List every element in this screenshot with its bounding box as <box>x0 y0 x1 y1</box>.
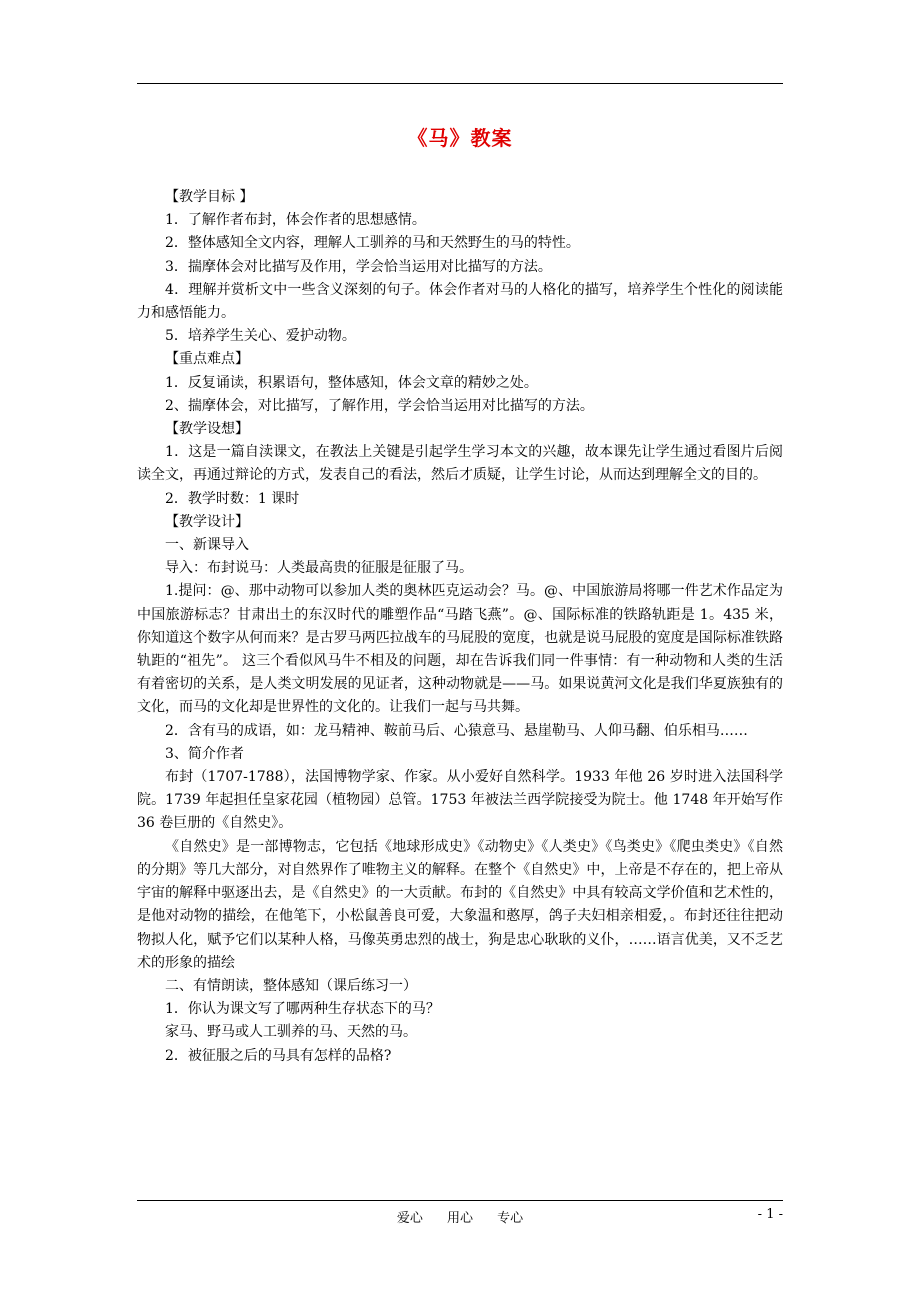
idea-1: 1．这是一篇自渎课文，在教法上关键是引起学生学习本文的兴趣，故本课先让学生通过看图片后阅读全文，再通过辩论的方式，发表自己的看法，然后才质疑，让学生讨论，从而达到理解全文的目的。 <box>137 444 783 484</box>
idioms: 2．含有马的成语，如：龙马精神、鞍前马后、心猿意马、悬崖勒马、人仰马翻、伯乐相马…… <box>165 722 748 739</box>
author-heading: 3、简介作者 <box>165 745 244 762</box>
intro-lead: 导入：布封说马：人类最高贵的征服是征服了马。 <box>165 560 473 577</box>
answer-1: 家马、野马或人工驯养的马、天然的马。 <box>165 1024 417 1041</box>
question-1: 1．你认为课文写了哪两种生存状态下的马？ <box>165 1001 440 1018</box>
goal-3: 3．揣摩体会对比描写及作用，学会恰当运用对比描写的方法。 <box>165 258 552 275</box>
heading-key-points: 【重点难点】 <box>165 351 249 368</box>
goal-2: 2．整体感知全文内容，理解人工驯养的马和天然野生的马的特性。 <box>165 235 580 252</box>
key-point-1: 1．反复诵读，积累语句，整体感知，体会文章的精妙之处。 <box>165 374 538 391</box>
header-rule <box>137 83 783 84</box>
section-reading-heading: 二、有情朗读，整体感知（课后练习一） <box>165 977 417 994</box>
heading-teaching-design: 【教学设计】 <box>165 513 249 530</box>
goal-5: 5．培养学生关心、爱护动物。 <box>165 328 356 345</box>
heading-teaching-goals: 【教学目标 】 <box>165 189 254 205</box>
page-number: - 1 - <box>757 1207 783 1222</box>
footer-slogan: 爱心 用心 专心 <box>396 1211 524 1226</box>
idea-2: 2．教学时数：1 课时 <box>165 490 300 507</box>
question-2: 2．被征服之后的马具有怎样的品格? <box>165 1047 392 1064</box>
goal-1: 1．了解作者布封，体会作者的思想感情。 <box>165 212 426 229</box>
section-intro-heading: 一、新课导入 <box>165 537 249 554</box>
page-footer <box>137 1207 783 1227</box>
author-bio: 布封（1707-1788），法国博物学家、作家。从小爱好自然科学。1933 年他 26 岁时进入法国科学院。1739 年起担任皇家花园（植物园）总管。1753 年被法兰西学院接受为院士。他 1748 年开始写作 36 卷巨册的《自然史》。 <box>137 769 783 832</box>
natural-history-desc: 《自然史》是一部博物志，它包括《地球形成史》《动物史》《人类史》《鸟类史》《爬虫类史》《自然的分期》等几大部分，对自然界作了唯物主义的解释。在整个《自然史》中，上帝是不存在的，把上帝从宇宙的解释中驱逐出去，是《自然史》的一大贡献。布封的《自然史》中具有较高文学价值和艺术性的，是他对动物的描绘，在他笔下，小松鼠善良可爱，大象温和憨厚，鸽子夫妇相亲相爱，。布封还往往把动物拟人化，赋予它们以某种人格，马像英勇忠烈的战士，狗是忠心耿耿的义仆，……语言优美，又不乏艺术的形象的描绘 <box>137 838 783 971</box>
document-body <box>137 186 783 1068</box>
key-point-2: 2、揣摩体会，对比描写，了解作用，学会恰当运用对比描写的方法。 <box>165 397 594 414</box>
goal-4: 4．理解并赏析文中一些含义深刻的句子。体会作者对马的人格化的描写，培养学生个性化的阅读能力和感悟能力。 <box>137 281 783 322</box>
footer-rule <box>137 1200 783 1201</box>
document-title: 《马》教案 <box>407 126 513 150</box>
heading-teaching-ideas: 【教学设想】 <box>165 421 249 438</box>
intro-questions: 1.提问：@、那中动物可以参加人类的奥林匹克运动会？马。@、中国旅游局将哪一件艺术作品定为中国旅游标志？甘肃出土的东汉时代的雕塑作品“马踏飞燕”。@、国际标准的铁路轨距是 1。435 米，你知道这个数字从何而来？是古罗马两匹拉战车的马屁股的宽度，也就是说马屁股的宽度是国际标准铁路轨距的“祖先”。 这三个看似风马牛不相及的问题，却在告诉我们同一件事情：有一种动物和人类的生活有着密切的关系，是人类文明发展的见证者，这种动物就是——马。如果说黄河文化是我们华夏族独有的文化，而马的文化却是世界性的文化的。让我们一起与马共舞。 <box>137 583 783 716</box>
